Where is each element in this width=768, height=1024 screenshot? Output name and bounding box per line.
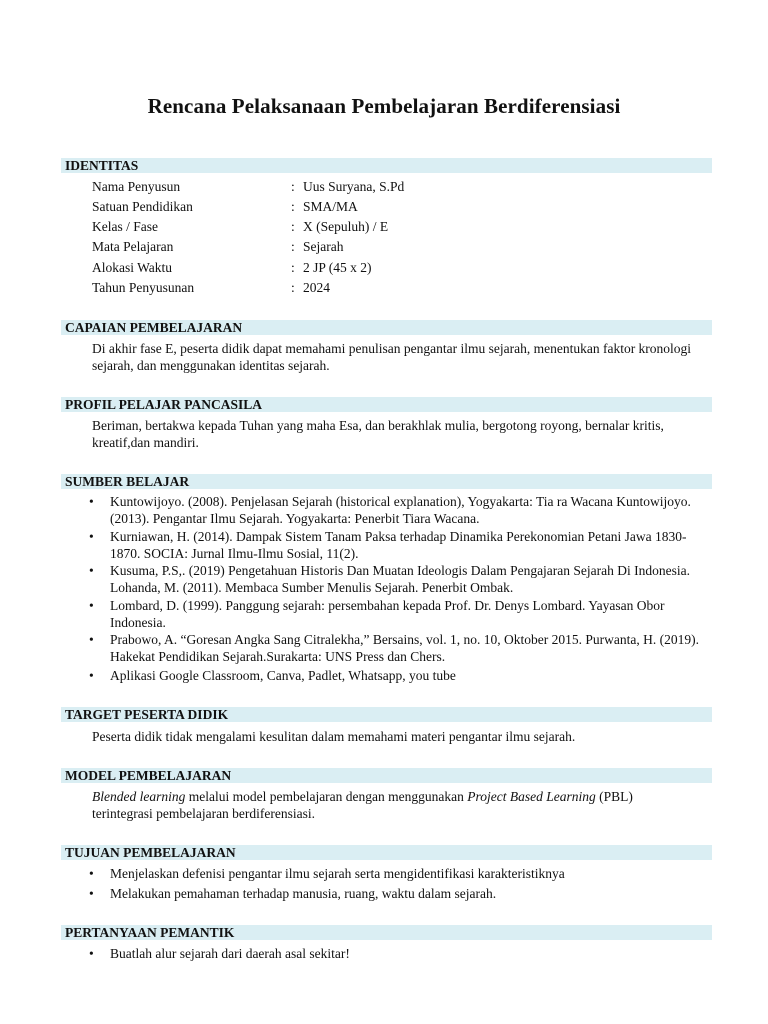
row-value: Uus Suryana, S.Pd: [303, 179, 405, 194]
target-text: Peserta didik tidak mengalami kesulitan dalam memahami materi pengantar ilmu sejarah.: [92, 729, 576, 744]
row-value: 2024: [303, 280, 330, 295]
row-label: Mata Pelajaran: [92, 239, 174, 254]
bullet-icon: •: [89, 598, 94, 613]
row-colon: :: [291, 239, 295, 254]
list-item-line-1: Lombard, D. (1999). Panggung sejarah: persembahan kepada Prof. Dr. Denys Lombard. Yayasan Obor: [110, 598, 665, 613]
bullet-icon: •: [89, 668, 94, 683]
row-colon: :: [291, 219, 295, 234]
section-header-sumber: [61, 474, 712, 489]
section-heading: MODEL PEMBELAJARAN: [65, 768, 232, 783]
list-item-text: Melakukan pemahaman terhadap manusia, ruang, waktu dalam sejarah.: [110, 886, 497, 901]
section-header-pertanyaan: [61, 925, 712, 940]
profil-text-line-1: Beriman, bertakwa kepada Tuhan yang maha Esa, dan berakhlak mulia, bergotong royong, bernalar kritis,: [92, 418, 664, 433]
bullet-icon: •: [89, 632, 94, 647]
list-item-text: Buatlah alur sejarah dari daerah asal sekitar!: [110, 946, 350, 961]
profil-text-line-2: kreatif,dan mandiri.: [92, 435, 199, 450]
model-text-tail: (PBL): [595, 789, 633, 804]
model-italic-term: Project Based Learning: [467, 789, 596, 804]
capaian-text-line-1: Di akhir fase E, peserta didik dapat memahami penulisan pengantar ilmu sejarah, menentukan faktor kronologi: [92, 341, 692, 356]
section-heading: PERTANYAAN PEMANTIK: [65, 925, 235, 940]
section-header-tujuan: [61, 845, 712, 860]
section-header-identitas: [61, 158, 712, 173]
list-item-line-2: Hakekat Pendidikan Sejarah.Surakarta: UNS Press dan Chers.: [110, 649, 446, 664]
row-label: Satuan Pendidikan: [92, 199, 193, 214]
section-heading: TUJUAN PEMBELAJARAN: [65, 845, 236, 860]
list-item-line-2: Lohanda, M. (2011). Membaca Sumber Menulis Sejarah. Penerbit Ombak.: [110, 580, 514, 595]
section-heading: PROFIL PELAJAR PANCASILA: [65, 397, 263, 412]
bullet-icon: •: [89, 494, 94, 509]
list-item-line-2: Indonesia.: [110, 615, 166, 630]
model-text-mid: melalui model pembelajaran dengan menggunakan: [185, 789, 468, 804]
row-value: X (Sepuluh) / E: [303, 219, 389, 234]
list-item-line-2: 1870. SOCIA: Jurnal Ilmu-Ilmu Sosial, 11(2).: [110, 546, 359, 561]
model-text-line-2: terintegrasi pembelajaran berdiferensiasi.: [92, 806, 316, 821]
section-header-capaian: [61, 320, 712, 335]
section-heading: CAPAIAN PEMBELAJARAN: [65, 320, 243, 335]
row-value: 2 JP (45 x 2): [303, 260, 372, 275]
list-item-line-1: Kusuma, P.S,. (2019) Pengetahuan Historis Dan Muatan Ideologis Dalam Pengajaran Sejarah Di Indonesia.: [110, 563, 691, 578]
section-heading: TARGET PESERTA DIDIK: [65, 707, 229, 722]
section-header-model: [61, 768, 712, 783]
document-title: Rencana Pelaksanaan Pembelajaran Berdiferensiasi: [147, 94, 621, 118]
row-colon: :: [291, 199, 295, 214]
bullet-icon: •: [89, 563, 94, 578]
section-header-profil: [61, 397, 712, 412]
bullet-icon: •: [89, 946, 94, 961]
bullet-icon: •: [89, 866, 94, 881]
row-label: Alokasi Waktu: [92, 260, 173, 275]
model-italic-term: Blended learning: [92, 789, 186, 804]
list-item-line-1: Prabowo, A. “Goresan Angka Sang Citralekha,” Bersains, vol. 1, no. 10, Oktober 2015. Purwanta, H. (2019).: [110, 632, 700, 647]
row-value: Sejarah: [303, 239, 344, 254]
section-header-target: [61, 707, 712, 722]
row-label: Tahun Penyusunan: [92, 280, 195, 295]
bullet-icon: •: [89, 529, 94, 544]
model-text-line-1: [92, 788, 732, 805]
list-item-line-1: Kurniawan, H. (2014). Dampak Sistem Tanam Paksa terhadap Dinamika Perekonomian Petani Jawa 1830-: [110, 529, 687, 544]
capaian-text-line-2: sejarah, dan menggunakan identitas sejarah.: [92, 358, 330, 373]
section-heading: IDENTITAS: [65, 158, 139, 173]
row-label: Kelas / Fase: [92, 219, 158, 234]
row-value: SMA/MA: [303, 199, 358, 214]
list-item-line-1: Kuntowijoyo. (2008). Penjelasan Sejarah (historical explanation), Yogyakarta: Tia ra Wacana Kuntowijoyo.: [110, 494, 691, 509]
section-heading: SUMBER BELAJAR: [65, 474, 190, 489]
row-colon: :: [291, 260, 295, 275]
row-colon: :: [291, 280, 295, 295]
list-item-line-2: (2013). Pengantar Ilmu Sejarah. Yogyakarta: Penerbit Tiara Wacana.: [110, 511, 480, 526]
row-label: Nama Penyusun: [92, 179, 181, 194]
list-item-text: Menjelaskan defenisi pengantar ilmu sejarah serta mengidentifikasi karakteristiknya: [110, 866, 565, 881]
list-item-line-1: Aplikasi Google Classroom, Canva, Padlet, Whatsapp, you tube: [110, 668, 456, 683]
row-colon: :: [291, 179, 295, 194]
bullet-icon: •: [89, 886, 94, 901]
